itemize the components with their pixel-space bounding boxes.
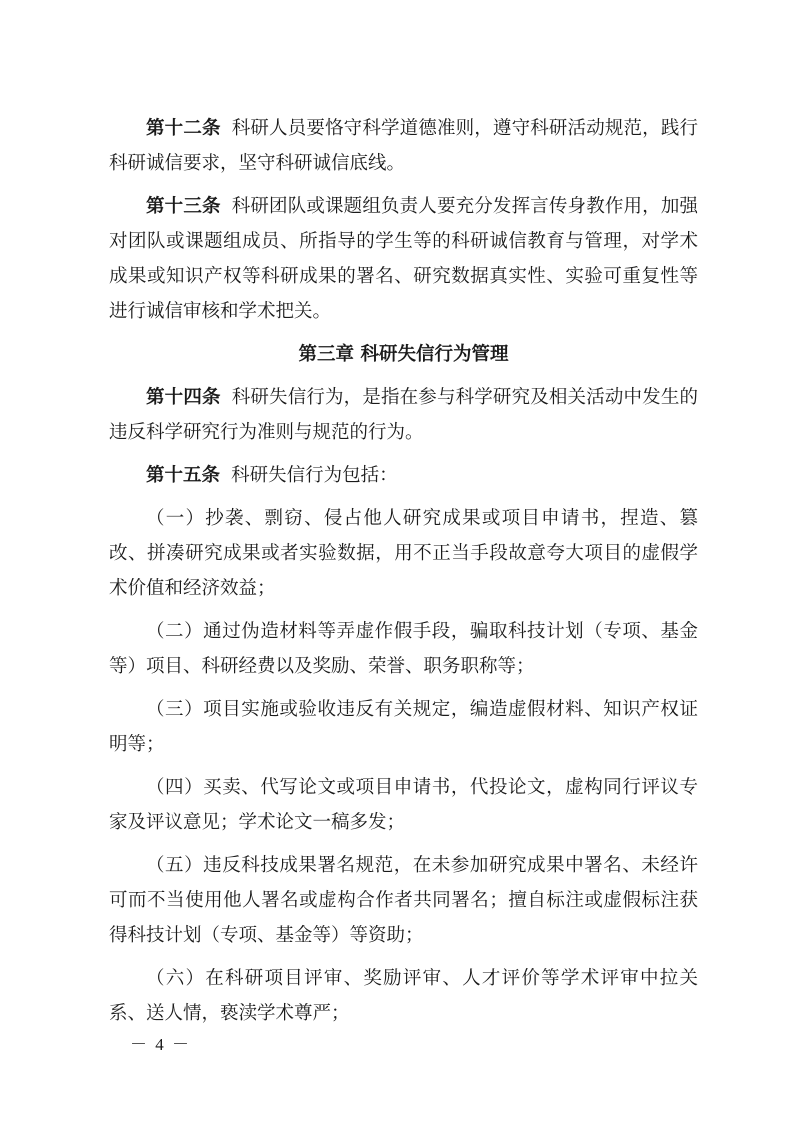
article-13 xyxy=(109,189,698,329)
article-12 xyxy=(109,111,698,181)
article-number: 第十四条 xyxy=(146,387,221,408)
article-number: 第十二条 xyxy=(146,118,221,139)
list-item: （一）抄袭、剽窃、侵占他人研究成果或项目申请书，捏造、篡改、拼凑研究成果或者实验数据，用不正当手段故意夸大项目的虚假学术价值和经济效益； xyxy=(109,508,698,599)
article-15 xyxy=(109,458,698,493)
article-text: 科研失信行为包括： xyxy=(231,465,398,486)
article-number: 第十三条 xyxy=(146,196,221,217)
chapter-title: 第三章 科研失信行为管理 xyxy=(298,344,509,365)
article-text: 科研团队或课题组负责人要充分发挥言传身教作用，加强对团队或课题组成员、所指导的学生等的科研诚信教育与管理，对学术成果或知识产权等科研成果的署名、研究数据真实性、实验可重复性等进行诚信审核和学术把关。 xyxy=(109,196,698,322)
article-14 xyxy=(109,380,698,450)
list-item: （三）项目实施或验收违反有关规定，编造虚假材料、知识产权证明等； xyxy=(109,699,698,755)
list-item: （六）在科研项目评审、奖励评审、人才评价等学术评审中拉关系、送人情，亵渎学术尊严； xyxy=(109,968,698,1024)
document-body xyxy=(109,111,698,1039)
article-number: 第十五条 xyxy=(146,465,221,486)
article-text: 科研失信行为，是指在参与科学研究及相关活动中发生的违反科学研究行为准则与规范的行为。 xyxy=(109,387,698,443)
page-number: － 4 － xyxy=(130,1035,191,1054)
list-item: （五）违反科技成果署名规范，在未参加研究成果中署名、未经许可而不当使用他人署名或虚构合作者共同署名；擅自标注或虚假标注获得科技计划（专项、基金等）等资助； xyxy=(109,855,698,946)
article-text: 科研人员要恪守科学道德准则，遵守科研活动规范，践行科研诚信要求，坚守科研诚信底线。 xyxy=(109,118,698,174)
list-item: （四）买卖、代写论文或项目申请书，代投论文，虚构同行评议专家及评议意见；学术论文一稿多发； xyxy=(109,777,698,833)
list-item: （二）通过伪造材料等弄虚作假手段，骗取科技计划（专项、基金等）项目、科研经费以及奖励、荣誉、职务职称等； xyxy=(109,621,698,677)
